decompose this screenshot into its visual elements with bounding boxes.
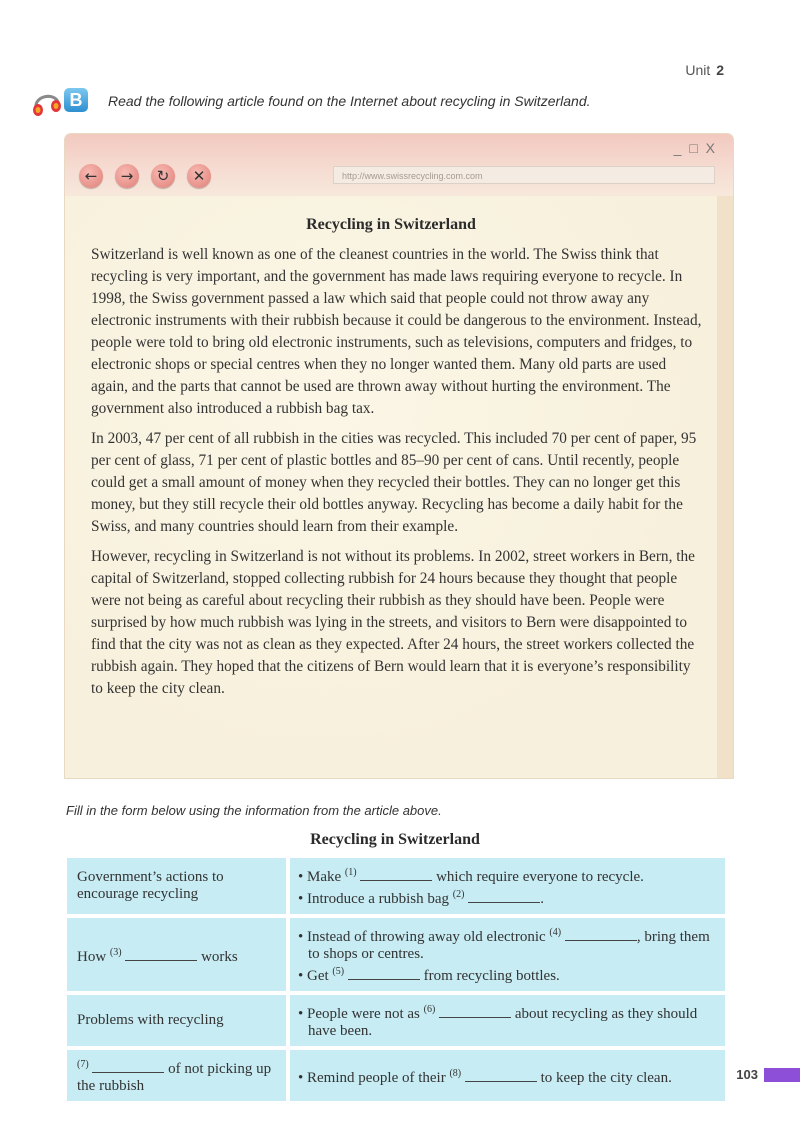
- form-bullet: • Remind people of their $^{(8)}$ to keep the city clean.: [297, 1067, 672, 1086]
- form-bullet: • Make $^{(1)}$ which require everyone to recycle.: [297, 867, 644, 885]
- form-bullet: • People were not as $^{(6)}$ about recycling as they should have been.: [297, 1004, 698, 1039]
- answer-blank-2[interactable]: [468, 890, 540, 903]
- section-instruction: Read the following article found on the Internet about recycling in Switzerland.: [108, 93, 591, 109]
- answer-blank-6[interactable]: [439, 1005, 511, 1018]
- form-row: [65, 993, 727, 1048]
- form-bullet: • Get $^{(5)}$ from recycling bottles.: [297, 966, 560, 984]
- form-bullet: • Instead of throwing away old electronic $^{(4)}$ , bring them to shops or centres.: [297, 927, 710, 962]
- unit-indicator: [685, 62, 724, 78]
- scrollbar[interactable]: [717, 196, 733, 778]
- form-instruction: Fill in the form below using the information from the article above.: [66, 803, 442, 818]
- form-content: [288, 1048, 727, 1103]
- form-row: [65, 916, 727, 993]
- answer-blank-3[interactable]: [125, 948, 197, 961]
- answer-blank-8[interactable]: [465, 1069, 537, 1082]
- refresh-icon[interactable]: ↻: [151, 164, 175, 188]
- form-label: $^{(7)}$ of not picking up the rubbish: [65, 1048, 288, 1103]
- article-paragraph: However, recycling in Switzerland is not without its problems. In 2002, street workers in Bern, the capital of Switzerland, stopped collecting rubbish for 24 hours because they thought that people were not being as careful about recycling their rubbish as they should have been. People were surprised by how much rubbish was lying in the streets, and visitors to Bern were disappointed to find that the city was not as clean as they expected. After 24 hours, the street workers collected the rubbish again. They hoped that the citizens of Bern would learn that it is everyone’s responsibility to keep the city clean.: [91, 548, 695, 697]
- form-label: How $^{(3)}$ works: [65, 916, 288, 993]
- form-bullet: • Introduce a rubbish bag $^{(2)}$ .: [297, 889, 544, 907]
- answer-blank-5[interactable]: [348, 967, 420, 980]
- forward-arrow-icon[interactable]: →: [115, 164, 139, 188]
- answer-blank-1[interactable]: [360, 868, 432, 881]
- form-content: [288, 916, 727, 993]
- page-number: 103: [736, 1067, 758, 1082]
- back-arrow-icon[interactable]: ←: [79, 164, 103, 188]
- form-row: [65, 1048, 727, 1103]
- form-label: Government’s actions to encourage recycling: [65, 856, 288, 916]
- stop-icon[interactable]: ✕: [187, 164, 211, 188]
- section-badge: B: [64, 88, 88, 112]
- unit-label: Unit: [685, 62, 711, 78]
- form-content: [288, 993, 727, 1048]
- browser-window: [65, 134, 733, 778]
- answer-blank-7[interactable]: [92, 1060, 164, 1073]
- address-bar[interactable]: http://www.swissrecycling.com.com: [333, 166, 715, 184]
- article-paragraph: Switzerland is well known as one of the cleanest countries in the world. The Swiss think that recycling is very important, and the government has made laws requiring everyone to recycle. In 1998, the Swiss government passed a law which said that people could not throw away any electronic instruments with their rubbish because it could be dangerous to the environment. Instead, people were told to bring old electronic instruments, such as televisions, computers and fridges, to electronic shops or special centres when they no longer wanted them. Many old parts are used again, and the parts that cannot be used are thrown away without hurting the environment. The government also introduced a rubbish bag tax.: [91, 246, 702, 417]
- window-controls[interactable]: _ □ X: [673, 140, 717, 156]
- unit-number: 2: [716, 62, 724, 78]
- article-paragraph: In 2003, 47 per cent of all rubbish in the cities was recycled. This included 70 per cent of paper, 95 per cent of glass, 71 per cent of plastic bottles and 85–90 per cent of cans. Until recently, people could get a small amount of money when they recycled their bottles. They can no longer get this money, but they still recycle their old bottles anyway. Recycling has become a daily habit for the Swiss, and many countries should learn from their example.: [91, 430, 697, 535]
- browser-toolbar: [65, 134, 733, 196]
- form-row: [65, 856, 727, 916]
- form-content: [288, 856, 727, 916]
- recycling-form: [65, 856, 727, 1103]
- article-body: [91, 244, 703, 708]
- page-accent-bar: [764, 1068, 800, 1082]
- form-title: Recycling in Switzerland: [310, 831, 480, 848]
- answer-blank-4[interactable]: [565, 928, 637, 941]
- headphones-icon: [30, 90, 64, 118]
- article-title: Recycling in Switzerland: [306, 216, 476, 233]
- form-label: Problems with recycling: [65, 993, 288, 1048]
